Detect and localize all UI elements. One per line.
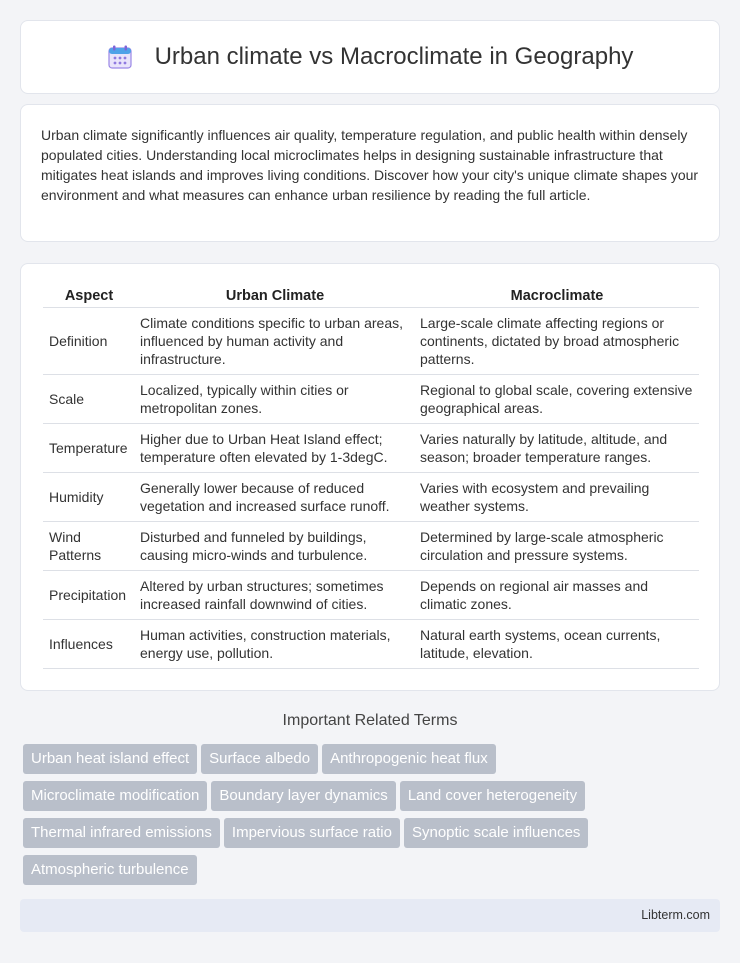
related-terms-list — [23, 744, 723, 892]
row-macro: Varies with ecosystem and prevailing weather systems. — [415, 473, 699, 522]
comparison-card — [20, 263, 720, 691]
related-term-tag[interactable]: Surface albedo — [201, 744, 318, 774]
row-macro: Varies naturally by latitude, altitude, and season; broader temperature ranges. — [415, 424, 699, 473]
row-macro: Large-scale climate affecting regions or continents, dictated by broad atmospheric patterns. — [415, 308, 699, 375]
row-aspect: Precipitation — [43, 571, 135, 620]
table-row — [43, 571, 699, 620]
table-header-row — [43, 284, 699, 308]
header-macroclimate: Macroclimate — [415, 284, 699, 308]
related-term-tag[interactable]: Atmospheric turbulence — [23, 855, 197, 885]
table-row — [43, 375, 699, 424]
related-term-tag[interactable]: Thermal infrared emissions — [23, 818, 220, 848]
row-aspect: Scale — [43, 375, 135, 424]
header-aspect: Aspect — [43, 284, 135, 308]
row-urban: Generally lower because of reduced vegetation and increased surface runoff. — [135, 473, 415, 522]
page-title: Urban climate vs Macroclimate in Geography — [154, 43, 634, 70]
calendar-icon — [107, 44, 133, 70]
comparison-table — [43, 284, 699, 669]
row-aspect: Wind Patterns — [43, 522, 135, 571]
row-urban: Localized, typically within cities or metropolitan zones. — [135, 375, 415, 424]
related-term-tag[interactable]: Land cover heterogeneity — [400, 781, 585, 811]
header-urban-climate: Urban Climate — [135, 284, 415, 308]
table-row — [43, 308, 699, 375]
row-aspect: Humidity — [43, 473, 135, 522]
row-aspect: Temperature — [43, 424, 135, 473]
related-term-tag[interactable]: Boundary layer dynamics — [211, 781, 395, 811]
row-urban: Higher due to Urban Heat Island effect; temperature often elevated by 1-3degC. — [135, 424, 415, 473]
related-term-tag[interactable]: Urban heat island effect — [23, 744, 197, 774]
row-urban: Disturbed and funneled by buildings, causing micro-winds and turbulence. — [135, 522, 415, 571]
related-term-tag[interactable]: Synoptic scale influences — [404, 818, 588, 848]
table-row — [43, 522, 699, 571]
row-aspect: Definition — [43, 308, 135, 375]
intro-card — [20, 104, 720, 242]
row-macro: Depends on regional air masses and climatic zones. — [415, 571, 699, 620]
row-macro: Natural earth systems, ocean currents, latitude, elevation. — [415, 620, 699, 669]
row-macro: Determined by large-scale atmospheric circulation and pressure systems. — [415, 522, 699, 571]
row-urban: Climate conditions specific to urban areas, influenced by human activity and infrastructure. — [135, 308, 415, 375]
row-macro: Regional to global scale, covering extensive geographical areas. — [415, 375, 699, 424]
table-row — [43, 424, 699, 473]
table-row — [43, 473, 699, 522]
related-term-tag[interactable]: Impervious surface ratio — [224, 818, 400, 848]
title-card — [20, 20, 720, 94]
related-term-tag[interactable]: Microclimate modification — [23, 781, 207, 811]
footer — [20, 899, 720, 932]
row-aspect: Influences — [43, 620, 135, 669]
related-terms-title: Important Related Terms — [282, 712, 458, 729]
footer-site-link[interactable]: Libterm.com — [641, 908, 710, 922]
table-row — [43, 620, 699, 669]
related-term-tag[interactable]: Anthropogenic heat flux — [322, 744, 496, 774]
row-urban: Altered by urban structures; sometimes increased rainfall downwind of cities. — [135, 571, 415, 620]
intro-paragraph: Urban climate significantly influences air quality, temperature regulation, and public health within densely populated cities. Understanding local microclimates helps in designing sustainable infrastructure that mitigates heat islands and improves living conditions. Discover how your city's unique climate shapes your environment and what measures can enhance urban resilience by reading the full article. — [41, 127, 699, 203]
row-urban: Human activities, construction materials, energy use, pollution. — [135, 620, 415, 669]
